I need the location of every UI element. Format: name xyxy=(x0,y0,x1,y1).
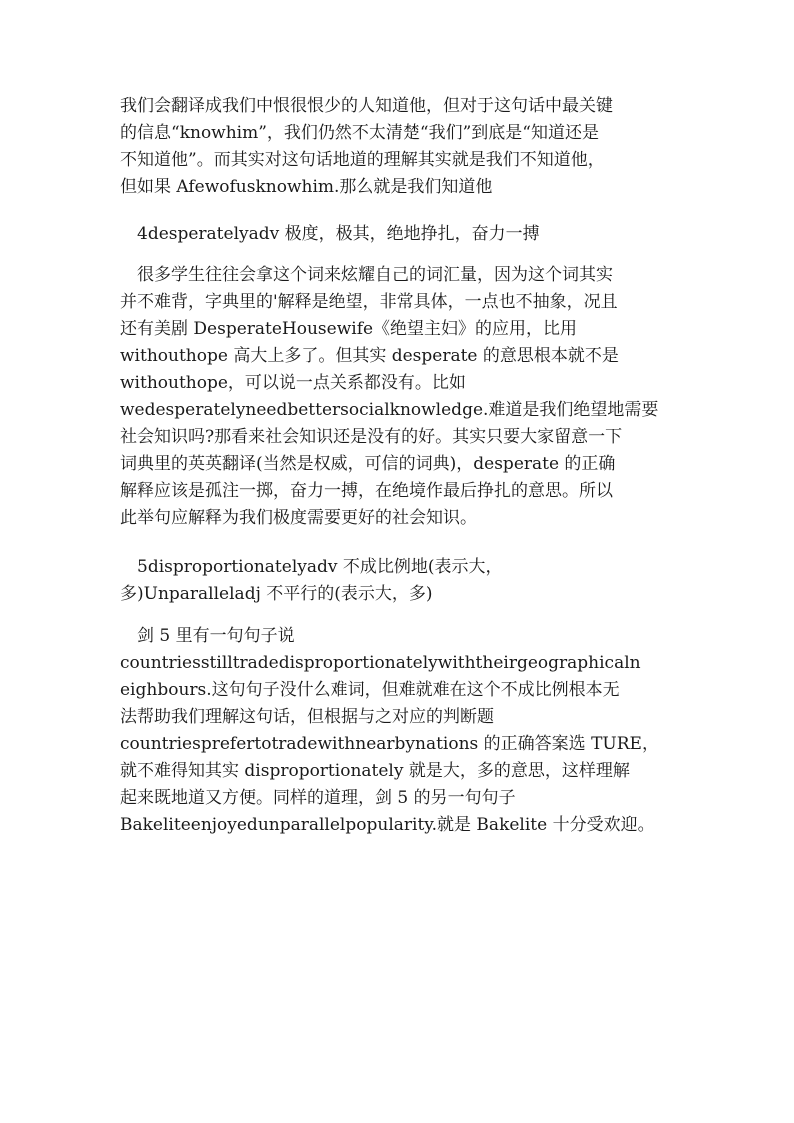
text-line: 社会知识吗?那看来社会知识还是没有的好。其实只要大家留意一下 xyxy=(120,427,623,447)
text-line: 法帮助我们理解这句话，但根据与之对应的判断题 xyxy=(120,707,494,727)
text-line: withouthope 高大上多了。但其实 desperate 的意思根本就不是 xyxy=(120,346,619,366)
text-line: withouthope，可以说一点关系都没有。比如 xyxy=(120,373,466,393)
text-line: 很多学生往往会拿这个词来炫耀自己的词汇量，因为这个词其实 xyxy=(120,265,613,285)
text-line: 多)Unparalleladj 不平行的(表示大，多) xyxy=(120,584,433,604)
text-line: 还有美剧 DesperateHousewife《绝望主妇》的应用，比用 xyxy=(120,319,578,339)
paragraph-disproportionately-example xyxy=(120,623,695,839)
text-line: 剑 5 里有一句句子说 xyxy=(120,626,295,646)
text-line: 的信息“knowhim”，我们仍然不太清楚“我们”到底是“知道还是 xyxy=(120,123,599,143)
text-line: 解释应该是孤注一掷，奋力一搏，在绝境作最后挣扎的意思。所以 xyxy=(120,481,613,501)
heading-desperately xyxy=(120,221,695,248)
text-line: 但如果 Afewofusknowhim.那么就是我们知道他 xyxy=(120,177,493,197)
text-line: 起来既地道又方便。同样的道理，剑 5 的另一句句子 xyxy=(120,788,516,808)
paragraph-desperately-explanation xyxy=(120,262,695,532)
text-line: 5disproportionatelyadv 不成比例地(表示大， xyxy=(120,557,503,577)
text-line: countriesstilltradedisproportionatelywiththeirgeographicaln xyxy=(120,653,641,673)
text-line: 我们会翻译成我们中恨很恨少的人知道他，但对于这句话中最关键 xyxy=(120,96,613,116)
text-line: 此举句应解释为我们极度需要更好的社会知识。 xyxy=(120,508,477,528)
paragraph-translation-note xyxy=(120,93,695,201)
text-line: 不知道他”。而其实对这句话地道的理解其实就是我们不知道他， xyxy=(120,150,605,170)
text-line: countriesprefertotradewithnearbynations 的正确答案选 TURE， xyxy=(120,734,659,754)
text-line: Bakeliteenjoyedunparallelpopularity.就是 Bakelite 十分受欢迎。 xyxy=(120,815,655,835)
text-line: 4desperatelyadv 极度，极其，绝地挣扎，奋力一搏 xyxy=(120,224,540,244)
heading-disproportionately xyxy=(120,554,695,608)
text-line: eighbours.这句句子没什么难词，但难就难在这个不成比例根本无 xyxy=(120,680,620,700)
text-line: wedesperatelyneedbettersocialknowledge.难道是我们绝望地需要 xyxy=(120,400,659,420)
text-line: 就不难得知其实 disproportionately 就是大，多的意思，这样理解 xyxy=(120,761,630,781)
text-line: 并不难背，字典里的'解释是绝望，非常具体，一点也不抽象，况且 xyxy=(120,292,618,312)
text-line: 词典里的英英翻译(当然是权威，可信的词典)，desperate 的正确 xyxy=(120,454,616,474)
